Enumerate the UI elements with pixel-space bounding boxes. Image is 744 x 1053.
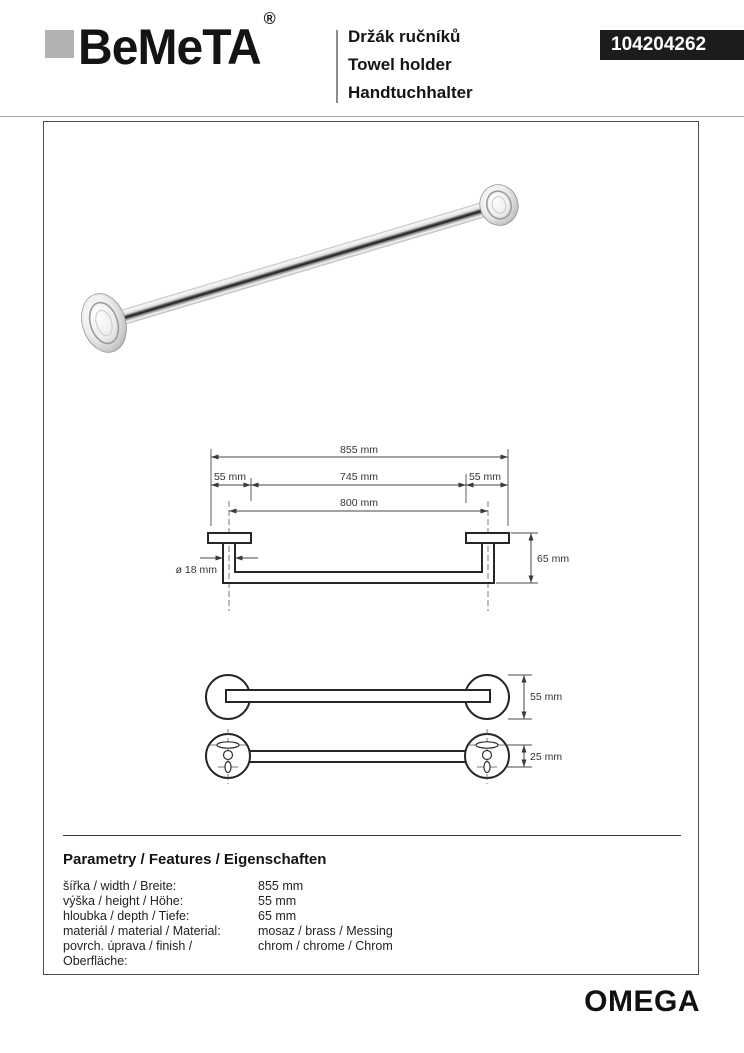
wall-mount-left xyxy=(74,288,133,358)
table-row xyxy=(63,909,681,924)
product-titles xyxy=(348,23,473,107)
dim-mount-spacing: 800 mm xyxy=(340,497,378,509)
table-row xyxy=(63,879,681,894)
param-label-finish: povrch. úprava / finish / Oberfläche: xyxy=(63,939,193,968)
product-name-cs: Držák ručníků xyxy=(348,27,461,46)
param-label-depth: hloubka / depth / Tiefe: xyxy=(63,909,190,923)
param-value-depth: 65 mm xyxy=(258,909,297,923)
param-label-height: výška / height / Höhe: xyxy=(63,894,184,908)
series-name: OMEGA xyxy=(584,985,700,1018)
content-frame xyxy=(43,121,699,975)
param-label-material: materiál / material / Material: xyxy=(63,924,221,938)
param-value-height: 55 mm xyxy=(258,894,297,908)
parameters-table xyxy=(63,879,681,969)
dim-left-offset: 55 mm xyxy=(213,471,247,483)
brand-logo xyxy=(78,9,275,75)
parameters-title: Parametry / Features / Eigenschaften xyxy=(63,851,327,868)
table-row xyxy=(63,924,681,939)
dim-right-offset: 55 mm xyxy=(468,471,502,483)
registered-trademark-icon: ® xyxy=(263,9,275,29)
parameters-section xyxy=(63,835,681,969)
brand-name: BeMeTA xyxy=(78,19,261,75)
header-rule xyxy=(0,116,744,117)
product-name-en: Towel holder xyxy=(348,55,452,74)
header-divider xyxy=(336,30,338,103)
drawing-front-view xyxy=(206,675,562,719)
dim-tube-diameter: ø 18 mm xyxy=(175,564,217,576)
dim-profile-depth: 25 mm xyxy=(530,751,563,763)
dim-flange-diameter: 55 mm xyxy=(530,691,563,703)
product-name-de: Handtuchhalter xyxy=(348,83,473,102)
towel-bar-tube xyxy=(104,198,502,330)
drawing-top-view xyxy=(206,729,562,784)
param-value-width: 855 mm xyxy=(258,879,304,893)
param-value-material: mosaz / brass / Messing xyxy=(258,924,393,938)
dim-overall-width: 855 mm xyxy=(340,444,378,456)
param-value-finish: chrom / chrome / Chrom xyxy=(258,939,393,953)
dim-depth: 65 mm xyxy=(537,553,570,565)
product-code-badge: 104204262 xyxy=(600,30,744,60)
dim-center-span: 745 mm xyxy=(340,471,378,483)
table-row xyxy=(63,939,681,969)
wall-mount-right xyxy=(475,180,524,231)
brand-logo-square xyxy=(45,30,74,58)
drawing-section-view xyxy=(176,444,570,611)
param-label-width: šířka / width / Breite: xyxy=(63,879,177,893)
table-row xyxy=(63,894,681,909)
product-photo xyxy=(74,180,523,359)
